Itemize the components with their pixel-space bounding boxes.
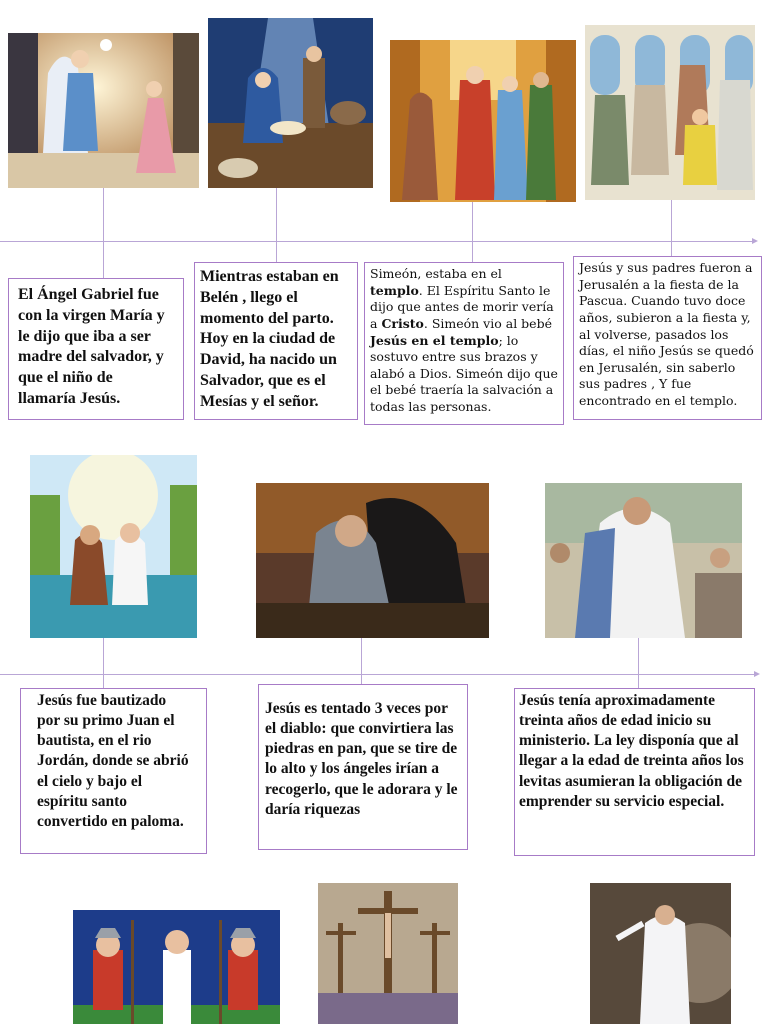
- arrest-soldiers-illustration: [73, 910, 280, 1024]
- event-card-baptism: Jesús fue bautizado por su primo Juan el bautista, en el rio Jordán, donde se abrió el cielo y bajo el espíritu santo convertido en paloma.: [20, 688, 207, 854]
- event-card-nativity: Mientras estaban en Belén , llego el momento del parto. Hoy en la ciudad de David, ha nacido un Salvador, que es el Mesías y el señor.: [194, 262, 358, 420]
- event-card-annunciation: El Ángel Gabriel fue con la virgen María y le dijo que iba a ser madre del salvador, y que el niño de llamaría Jesús.: [8, 278, 184, 420]
- card-text-bold: Jesús en el templo: [370, 332, 499, 348]
- timeline-tick: [638, 638, 639, 688]
- card-text: . Simeón vio al bebé: [423, 315, 552, 331]
- annunciation-illustration: [8, 33, 199, 188]
- presentation-in-temple-illustration: [390, 40, 576, 202]
- card-text: tenía aproximadamente treinta años de edad inicio su ministerio. La ley disponía que al llegar a la edad de treinta años los levitas asumieran la obligación de emprender su servicio especial.: [519, 692, 744, 810]
- timeline-line-top: [0, 241, 752, 242]
- event-card-temptation: Jesús es tentado 3 veces por el diablo: que convirtiera las piedras en pan, que se tire de lo alto y los ángeles irían a recogerlo, que le adorara y le daría riquezas: [258, 684, 468, 850]
- temptation-illustration: [256, 483, 489, 638]
- timeline-arrow-top: [752, 238, 758, 244]
- timeline-line-middle: [0, 674, 754, 675]
- baptism-illustration: [30, 455, 197, 638]
- card-text-bold: templo: [370, 282, 419, 298]
- card-text: ; lo sostuvo entre sus brazos y alabó a Dios. Simeón dijo que el bebé traería la salvación a todas las personas.: [370, 332, 558, 414]
- timeline-tick: [103, 638, 104, 688]
- jesus-in-temple-illustration: [585, 25, 755, 200]
- event-card-presentation: [364, 262, 564, 425]
- event-card-jesus-in-temple: Jesús y sus padres fueron a Jerusalén a la fiesta de la Pascua. Cuando tuvo doce años, subieron a la fiesta y, al volverse, pasados los días, el niño Jesús se quedó en Jerusalén, sin saberlo sus padres , Y fue encontrado en el templo.: [573, 256, 762, 420]
- nativity-illustration: [208, 18, 373, 188]
- card-text: Simeón, estaba en el: [370, 266, 502, 281]
- timeline-arrow-middle: [754, 671, 760, 677]
- card-text-bold: Cristo: [381, 315, 424, 331]
- timeline-tick: [671, 200, 672, 256]
- crucifixion-illustration: [318, 883, 458, 1024]
- card-text: . El Espíritu Santo le dijo que antes de morir vería a: [370, 282, 554, 331]
- timeline-tick: [103, 188, 104, 278]
- card-text-bold: Jesús: [519, 692, 555, 709]
- resurrection-illustration: [590, 883, 731, 1024]
- timeline-tick: [472, 202, 473, 262]
- timeline-tick: [276, 188, 277, 262]
- ministry-illustration: [545, 483, 742, 638]
- timeline-tick: [361, 638, 362, 684]
- event-card-ministry: [514, 688, 755, 856]
